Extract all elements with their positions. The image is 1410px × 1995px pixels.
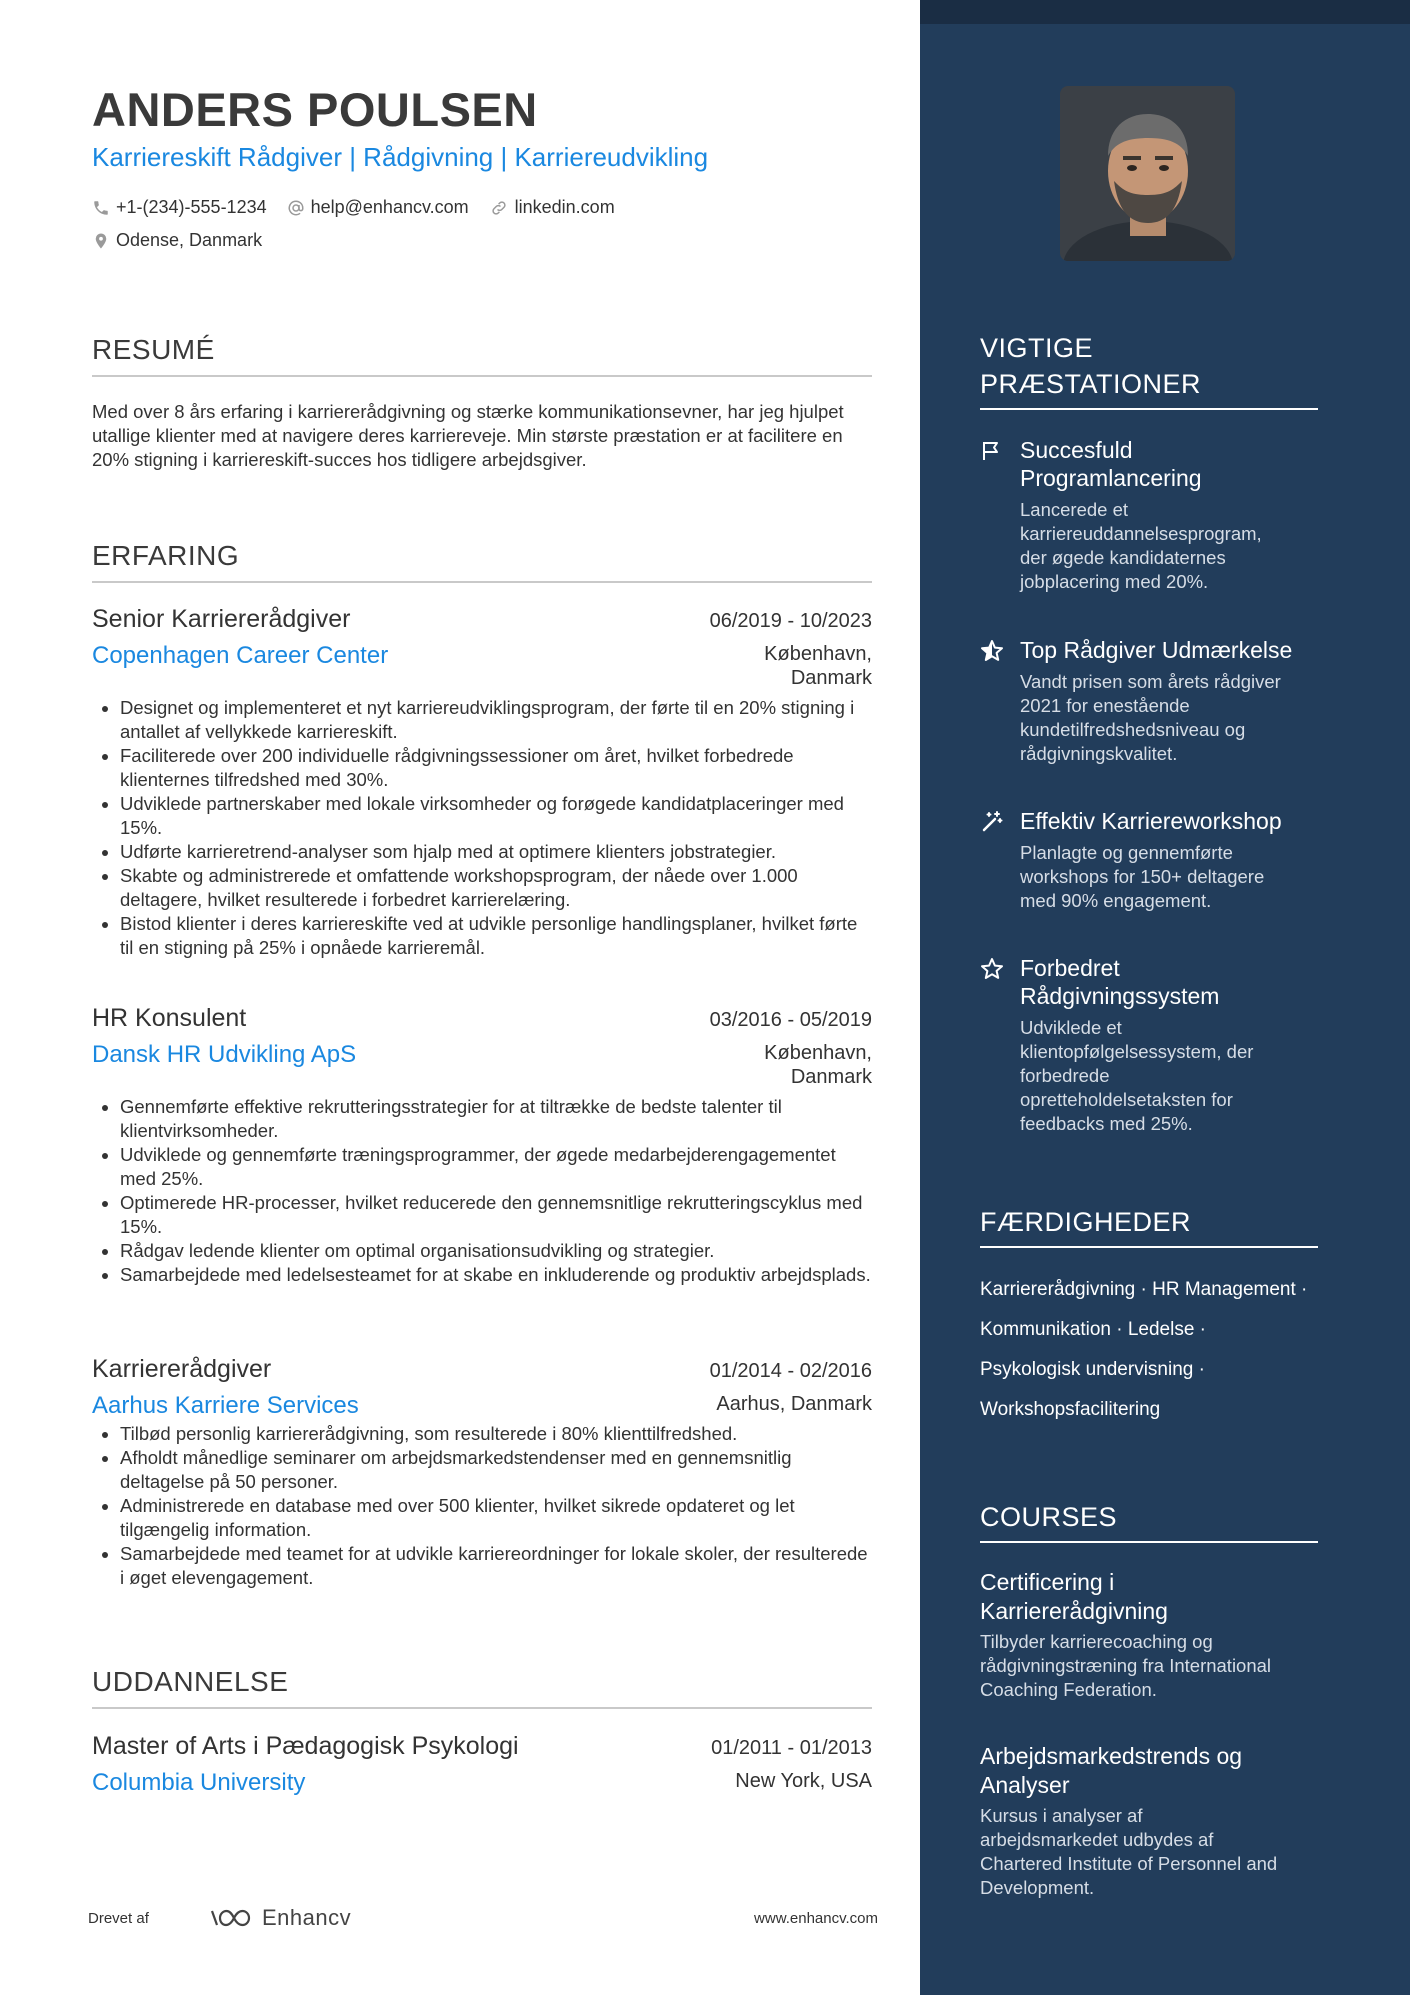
job-title: Karriererådgiver [92, 1355, 272, 1383]
achievement-desc [1020, 670, 1320, 766]
achievement-title-line1: Forbedret [1020, 955, 1120, 981]
job-bullets [92, 696, 872, 960]
enhancv-logo[interactable] [206, 1905, 351, 1931]
desc-line: feedbacks med 25%. [1020, 1113, 1193, 1134]
email-text: help@enhancv.com [310, 197, 469, 217]
job-location-line1: København, [764, 643, 872, 665]
education-location: New York, USA [735, 1770, 872, 1792]
contact-location [92, 230, 262, 251]
contact-row-1 [92, 197, 635, 218]
section-title-courses: COURSES [980, 1499, 1318, 1543]
achievement-desc [1020, 498, 1320, 594]
job-location-line2: Danmark [790, 667, 872, 689]
flag-icon [980, 439, 1004, 463]
desc-line: Vandt prisen som årets rådgiver [1020, 671, 1281, 692]
school-name: Columbia University [92, 1769, 306, 1796]
job-company: Dansk HR Udvikling ApS [92, 1041, 357, 1068]
desc-line: med 90% engagement. [1020, 890, 1212, 911]
job-title: HR Konsulent [92, 1004, 247, 1032]
achievement-desc [1020, 1016, 1320, 1136]
list-item: • Afholdt månedlige seminarer om arbejdsmarkedstendenser med en gennemsnitlig deltagelse på 50 personer. [120, 1446, 872, 1494]
section-title-summary: RESUMÉ [92, 333, 872, 377]
desc-line: opretteholdelsetaksten for [1020, 1089, 1233, 1110]
phone-icon [92, 199, 110, 217]
desc-line: Planlagte og gennemførte [1020, 842, 1233, 863]
skill-line: Karriererådgivning · HR Management · [980, 1279, 1308, 1300]
section-title-skills: FÆRDIGHEDER [980, 1204, 1318, 1248]
achievement-title-line2: Rådgivningssystem [1020, 983, 1220, 1009]
course-title-line: Karriererådgivning [980, 1598, 1168, 1624]
education-entry [92, 1732, 872, 1797]
job-entry-1 [92, 605, 872, 960]
course-item-2 [980, 1742, 1330, 1900]
contact-phone[interactable] [92, 197, 267, 218]
achievements-title-line1: VIGTIGE [980, 333, 1094, 363]
sidebar [920, 0, 1410, 1995]
list-item: • Samarbejdede med ledelsesteamet for at skabe en inkluderende og produktiv arbejdsplads. [120, 1263, 872, 1287]
job-company: Copenhagen Career Center [92, 642, 389, 669]
skill-line: Kommunikation · Ledelse · [980, 1319, 1206, 1340]
skill-line: Psykologisk undervisning · [980, 1359, 1205, 1380]
desc-line: jobplacering med 20%. [1020, 571, 1209, 592]
achievement-title-line2: Programlancering [1020, 465, 1202, 491]
skills-list [980, 1270, 1360, 1430]
phone-text: +1-(234)-555-1234 [116, 197, 267, 217]
contact-email[interactable] [287, 197, 469, 218]
list-item: • Rådgav ledende klienter om optimal organisationsudvikling og strategier. [120, 1239, 872, 1263]
job-location [764, 642, 872, 690]
job-location-line1: København, [764, 1042, 872, 1064]
footer-url[interactable]: www.enhancv.com [754, 1910, 878, 1927]
achievement-desc [1020, 841, 1320, 913]
footer [88, 1905, 878, 1935]
list-item: • Skabte og administrerede et omfattende workshopsprogram, der nåede over 1.000 deltagere, hvilket resulterede i forbedret karrierelæring. [120, 864, 872, 912]
job-company: Aarhus Karriere Services [92, 1392, 359, 1419]
job-dates: 01/2014 - 02/2016 [709, 1360, 872, 1382]
job-location: Aarhus, Danmark [716, 1393, 872, 1415]
job-dates: 06/2019 - 10/2023 [709, 610, 872, 632]
enhancv-logo-text: Enhancv [262, 1905, 352, 1930]
wand-icon [980, 810, 1004, 834]
desc-line: Chartered Institute of Personnel and [980, 1853, 1278, 1874]
job-location-line2: Danmark [790, 1066, 872, 1088]
job-bullets [92, 1095, 872, 1287]
profile-photo-image [1060, 86, 1235, 261]
list-item: • Gennemførte effektive rekrutteringsstrategier for at tiltrække de bedste talenter til klientvirksomheder. [120, 1095, 872, 1143]
candidate-tagline: Karriereskift Rådgiver | Rådgivning | Karriereudvikling [92, 142, 709, 172]
list-item: • Udviklede partnerskaber med lokale virksomheder og forøgede kandidatplaceringer med 15%. [120, 792, 872, 840]
skill-line: Workshopsfacilitering [980, 1399, 1161, 1420]
achievements-title-line2: PRÆSTATIONER [980, 369, 1202, 399]
list-item: • Tilbød personlig karriererådgivning, som resulterede i 80% klienttilfredshed. [120, 1422, 872, 1446]
list-item: • Faciliterede over 200 individuelle rådgivningssessioner om året, hvilket forbedrede klienternes tilfredshed med 30%. [120, 744, 872, 792]
footer-powered-by: Drevet af [88, 1910, 149, 1927]
desc-line: Udviklede et [1020, 1017, 1122, 1038]
achievement-item-4 [980, 954, 1320, 1136]
desc-line: Tilbyder karrierecoaching og [980, 1631, 1213, 1652]
list-item: • Optimerede HR-processer, hvilket reducerede den gennemsnitlige rekrutteringscyklus med 15%. [120, 1191, 872, 1239]
section-title-education: UDDANNELSE [92, 1665, 872, 1709]
contact-row-2 [92, 230, 282, 251]
achievement-item-2 [980, 636, 1320, 766]
degree-title: Master of Arts i Pædagogisk Psykologi [92, 1732, 519, 1760]
contact-linkedin[interactable] [489, 197, 615, 218]
job-bullets [92, 1422, 872, 1590]
section-title-achievements [980, 330, 1318, 410]
desc-line: rådgivningskvalitet. [1020, 743, 1178, 764]
desc-line: Coaching Federation. [980, 1679, 1157, 1700]
achievement-title [1020, 436, 1320, 492]
location-text: Odense, Danmark [116, 230, 263, 250]
course-item-1 [980, 1568, 1330, 1702]
linkedin-text: linkedin.com [514, 197, 615, 217]
summary-text: Med over 8 års erfaring i karriererådgivning og stærke kommunikationsevner, har jeg hjulpet utallige klienter med at navigere deres karriereveje. Min største præstation er at facilitere en 20% stigning i karriereskift-succes hos tidligere arbejdsgiver. [92, 401, 844, 470]
education-dates: 01/2011 - 01/2013 [711, 1737, 872, 1759]
achievement-title: Effektiv Karriereworkshop [1020, 808, 1282, 834]
achievement-item-3 [980, 807, 1320, 913]
desc-line: der øgede kandidaternes [1020, 547, 1226, 568]
profile-photo [1060, 86, 1235, 261]
job-entry-2 [92, 1004, 872, 1287]
star-half-icon [980, 639, 1004, 663]
desc-line: kundetilfredshedsniveau og [1020, 719, 1246, 740]
list-item: • Udviklede og gennemførte træningsprogrammer, der øgede medarbejderengagementet med 25%. [120, 1143, 872, 1191]
desc-line: Development. [980, 1877, 1095, 1898]
course-title [980, 1568, 1330, 1626]
desc-line: karriereuddannelsesprogram, [1020, 523, 1262, 544]
list-item: • Designet og implementeret et nyt karriereudviklingsprogram, der førte til en 20% stigning i antallet af vellykkede karriereskift. [120, 696, 872, 744]
job-entry-3 [92, 1355, 872, 1590]
course-desc [980, 1630, 1330, 1702]
course-title-line: Analyser [980, 1772, 1070, 1798]
desc-line: forbedrede [1020, 1065, 1110, 1086]
achievement-title: Top Rådgiver Udmærkelse [1020, 637, 1293, 663]
at-icon [287, 199, 305, 217]
achievement-title-line1: Succesfuld [1020, 437, 1133, 463]
link-icon [489, 199, 509, 217]
enhancv-logo-icon [206, 1905, 254, 1931]
candidate-name: ANDERS POULSEN [92, 83, 538, 136]
desc-line: Kursus i analyser af [980, 1805, 1143, 1826]
section-title-experience: ERFARING [92, 539, 872, 583]
desc-line: klientopfølgelsessystem, der [1020, 1041, 1254, 1062]
job-title: Senior Karriererådgiver [92, 605, 351, 633]
desc-line: arbejdsmarkedet udbydes af [980, 1829, 1214, 1850]
star-icon [980, 957, 1004, 981]
achievement-item-1 [980, 436, 1320, 594]
list-item: • Bistod klienter i deres karriereskifte ved at udvikle personlige handlingsplaner, hvilket førte til en stigning på 25% i opnåede karrieremål. [120, 912, 872, 960]
course-title-line: Arbejdsmarkedstrends og [980, 1743, 1243, 1769]
list-item: • Samarbejdede med teamet for at udvikle karriereordninger for lokale skoler, der resulterede i øget elevengagement. [120, 1542, 872, 1590]
achievement-title [1020, 954, 1320, 1010]
desc-line: Lancerede et [1020, 499, 1129, 520]
list-item: • Administrerede en database med over 500 klienter, hvilket sikrede opdateret og let tilgængelig information. [120, 1494, 872, 1542]
location-pin-icon [92, 231, 110, 251]
desc-line: rådgivningstræning fra International [980, 1655, 1272, 1676]
sidebar-top-bar [920, 0, 1410, 24]
job-dates: 03/2016 - 05/2019 [709, 1009, 872, 1031]
course-title-line: Certificering i [980, 1569, 1115, 1595]
course-title [980, 1742, 1330, 1800]
desc-line: workshops for 150+ deltagere [1020, 866, 1265, 887]
list-item: • Udførte karrieretrend-analyser som hjalp med at optimere klienters jobstrategier. [120, 840, 872, 864]
job-location [764, 1041, 872, 1089]
desc-line: 2021 for enestående [1020, 695, 1190, 716]
course-desc [980, 1804, 1330, 1900]
